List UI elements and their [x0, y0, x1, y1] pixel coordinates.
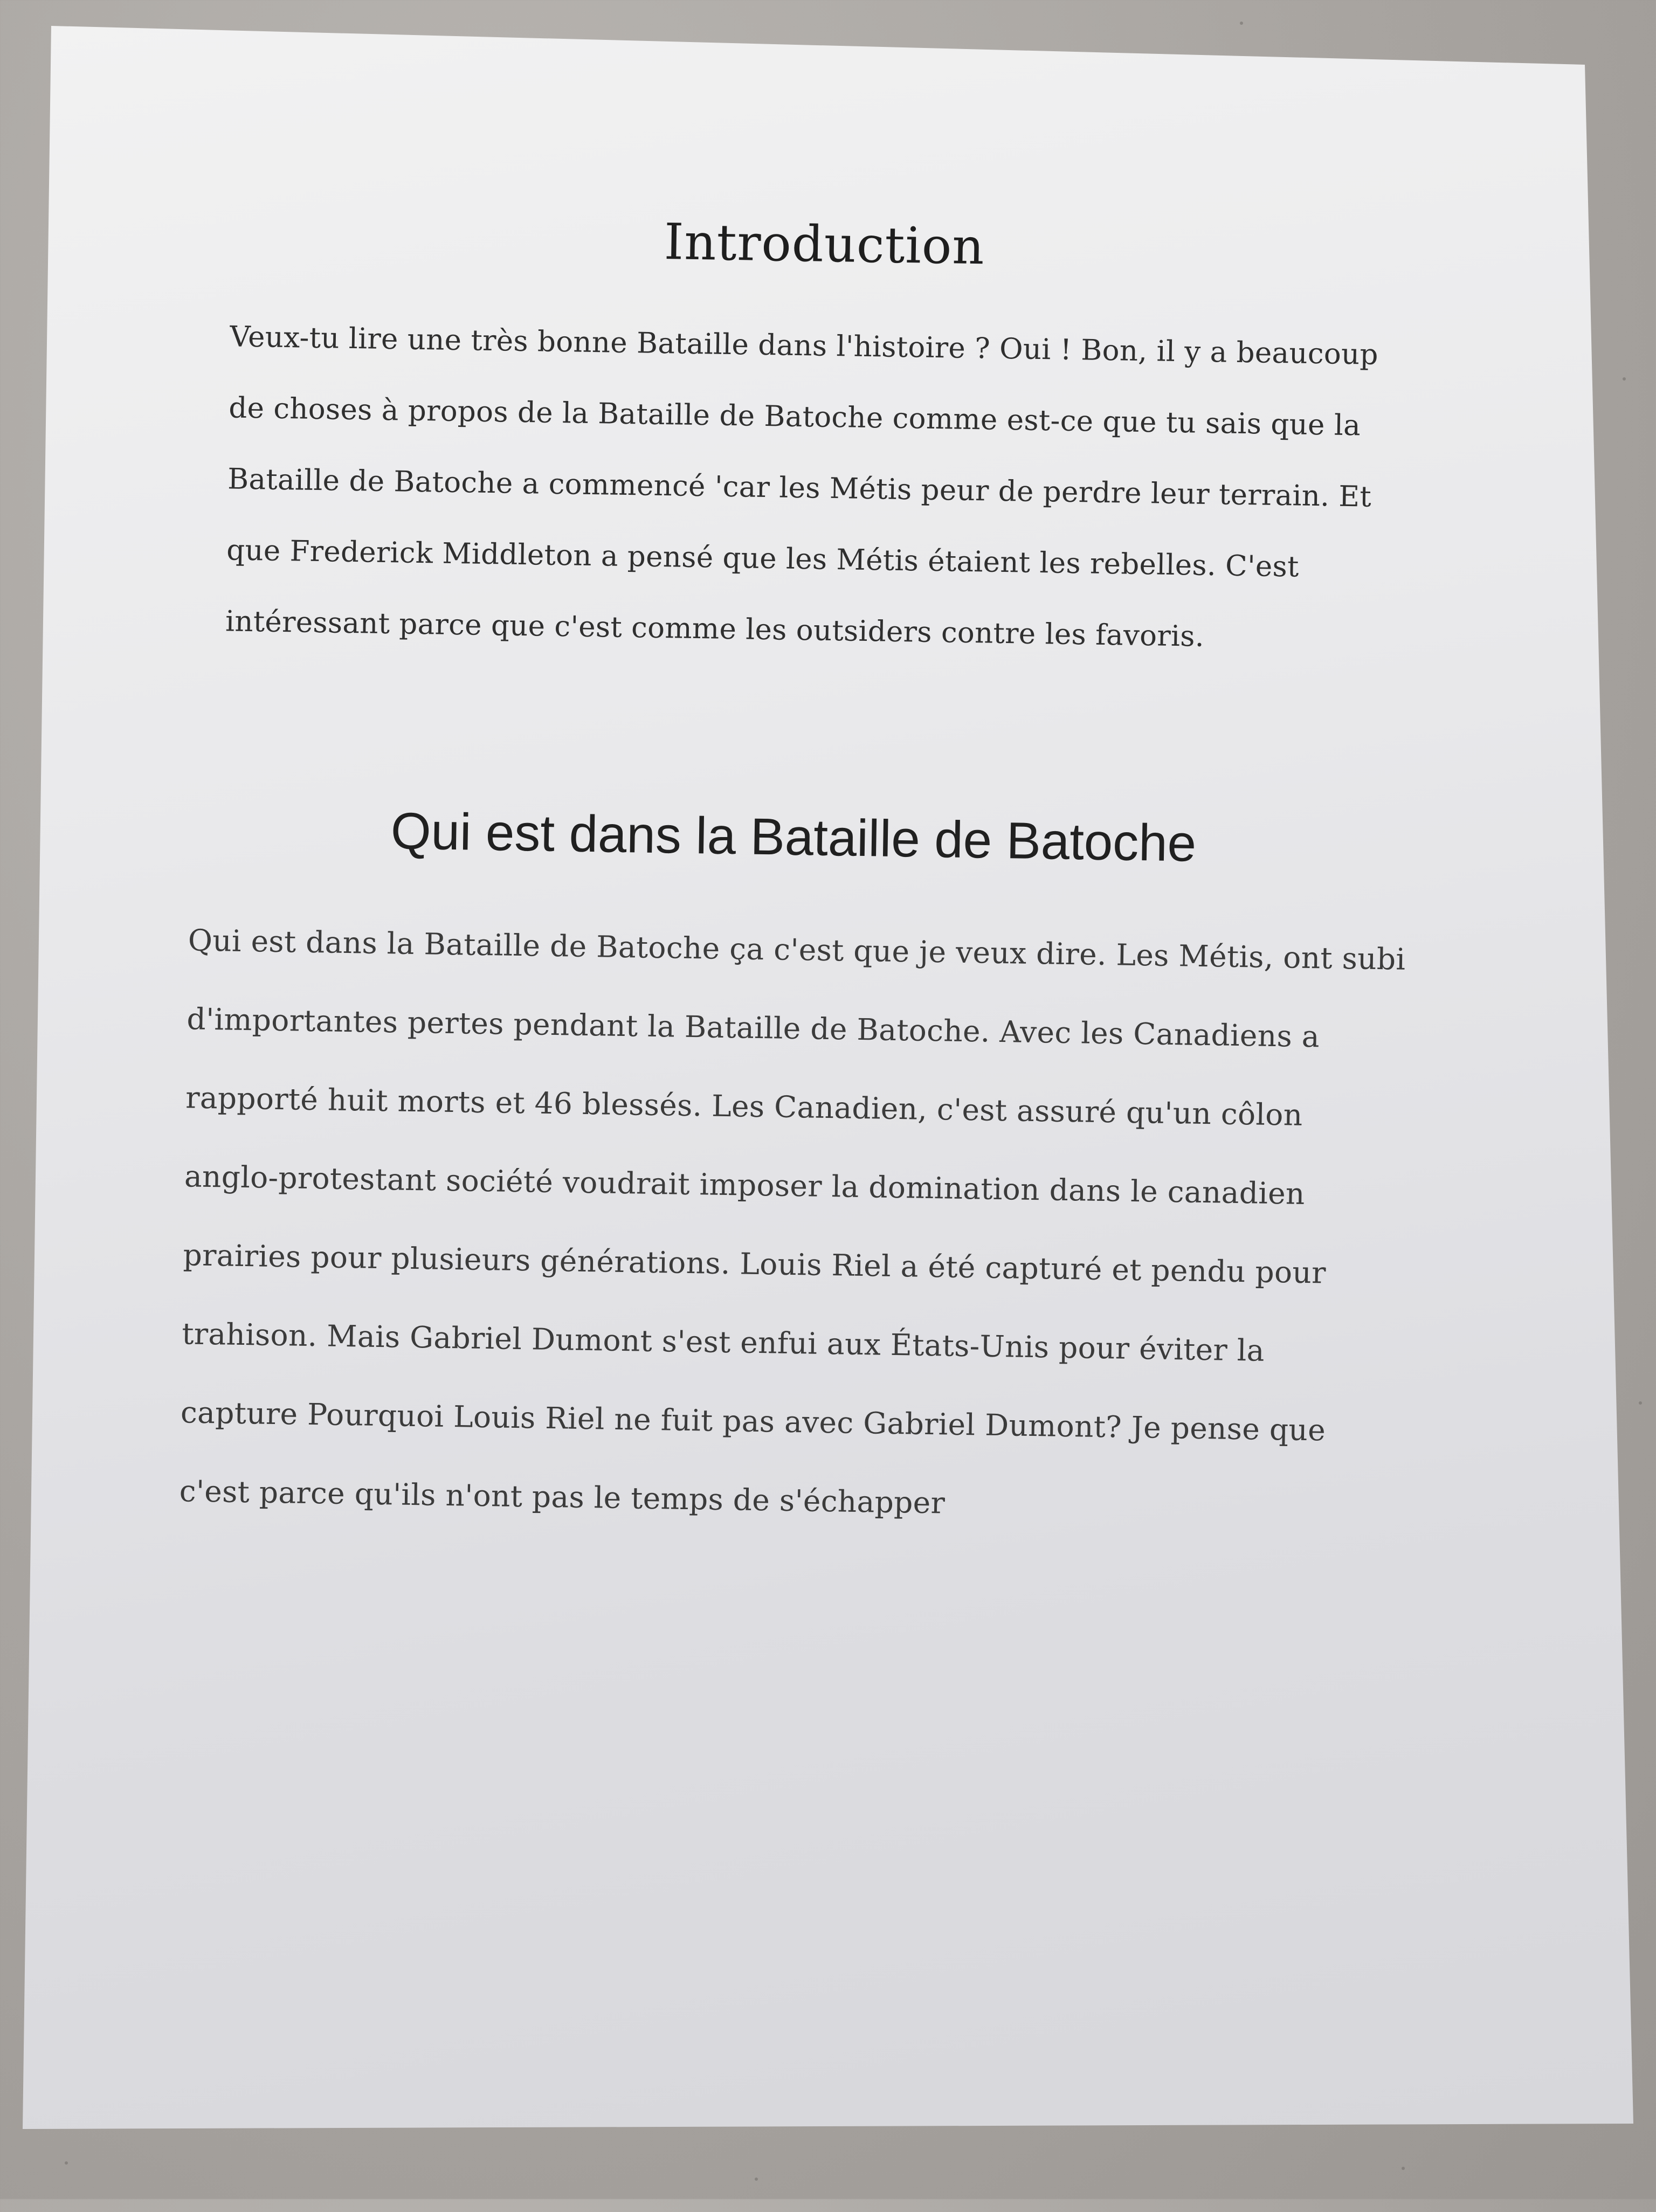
paragraph-line: Qui est dans la Bataille de Batoche ça c'est que je veux dire. Les Métis, ont subi	[188, 923, 1406, 977]
who-section	[179, 798, 1406, 1549]
paragraph-line: Veux-tu lire une très bonne Bataille dans l'histoire ? Oui ! Bon, il y a beaucoup	[229, 320, 1379, 371]
section-paragraph	[179, 901, 1406, 1549]
section-paragraph	[225, 301, 1416, 675]
paragraph-line: que Frederick Middleton a pensé que les Métis étaient les rebelles. C'est	[226, 534, 1300, 584]
section-heading: Introduction	[664, 213, 985, 276]
paragraph-line: intéressant parce que c'est comme les outsiders contre les favoris.	[225, 605, 1205, 653]
paragraph-line: trahison. Mais Gabriel Dumont s'est enfui aux États-Unis pour éviter la	[181, 1316, 1265, 1368]
paragraph-line: prairies pour plusieurs générations. Louis Riel a été capturé et pendu pour	[183, 1238, 1327, 1290]
paragraph-line: d'importantes pertes pendant la Bataille de Batoche. Avec les Canadiens a	[187, 1001, 1320, 1054]
paragraph-line: c'est parce qu'ils n'ont pas le temps de s'échapper	[179, 1474, 946, 1520]
paragraph-line: capture Pourquoi Louis Riel ne fuit pas avec Gabriel Dumont? Je pense que	[180, 1395, 1326, 1448]
paragraph-line: rapporté huit morts et 46 blessés. Les Canadien, c'est assuré qu'un côlon	[185, 1080, 1303, 1132]
paragraph-line: Bataille de Batoche a commencé 'car les Métis peur de perdre leur terrain. Et	[227, 462, 1372, 514]
introduction-section	[225, 206, 1418, 675]
paragraph-line: anglo-protestant société voudrait imposer la domination dans le canadien	[184, 1159, 1306, 1211]
paragraph-line: de choses à propos de la Bataille de Batoche comme est-ce que tu sais que la	[228, 391, 1361, 443]
section-heading: Qui est dans la Bataille de Batoche	[390, 802, 1197, 873]
